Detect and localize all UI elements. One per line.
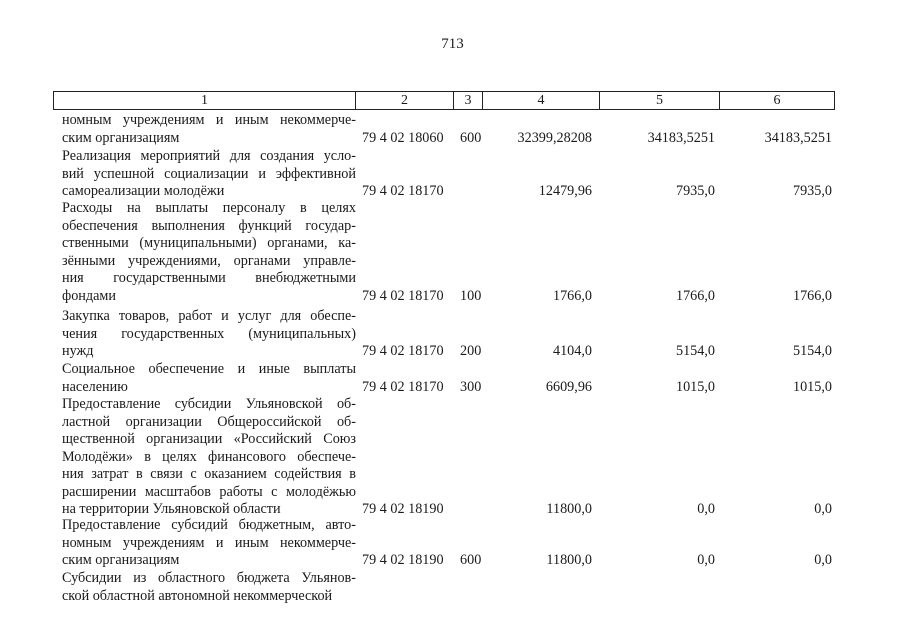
row-value-col4: 32399,28208 xyxy=(517,129,592,146)
row-value-col4: 11800,0 xyxy=(546,552,592,568)
row-expense-type: 100 xyxy=(460,287,482,304)
row-description xyxy=(62,570,356,605)
column-header-row xyxy=(54,92,835,110)
row-value-col6: 1766,0 xyxy=(792,287,832,304)
page-number: 713 xyxy=(441,36,464,52)
row-code: 79 4 02 18190 xyxy=(362,501,444,517)
row-description-line: вий успешной социализации и эффективной xyxy=(62,165,356,182)
row-value-col6: 7935,0 xyxy=(792,183,832,199)
row-description xyxy=(62,396,356,519)
row-value-col4: 4104,0 xyxy=(552,343,592,359)
column-header-3: 3 xyxy=(454,92,483,110)
row-description-line: населению xyxy=(62,378,128,395)
row-description-line: Социальное обеспечение и иные выплаты xyxy=(62,361,356,377)
row-description-line: номным учреждениям и иным некоммерче- xyxy=(62,534,356,551)
row-value-col5: 0,0 xyxy=(697,501,715,517)
row-description xyxy=(62,148,356,201)
row-description-line: на территории Ульяновской области xyxy=(62,501,281,517)
row-code: 79 4 02 18170 xyxy=(362,378,444,395)
row-description-line: ственными (муниципальными) органами, ка- xyxy=(62,235,356,251)
row-value-col5: 1015,0 xyxy=(675,378,715,395)
row-value-col6: 5154,0 xyxy=(792,343,832,359)
row-description xyxy=(62,200,356,305)
row-expense-type: 600 xyxy=(460,129,482,146)
row-description-line: Субсидии из областного бюджета Ульянов- xyxy=(62,570,356,586)
row-value-col5: 34183,5251 xyxy=(647,129,715,146)
column-header-table xyxy=(53,91,835,110)
row-description-line: ластной организации Общероссийской об- xyxy=(62,413,356,430)
row-value-col4: 6609,96 xyxy=(545,378,592,395)
row-value-col6: 34183,5251 xyxy=(764,129,832,146)
row-description-line: номным учреждениям и иным некоммерче- xyxy=(62,112,356,128)
row-description-line: ским организациям xyxy=(62,552,180,568)
row-value-col6: 1015,0 xyxy=(792,378,832,395)
row-description-line: ния государственными внебюджетными xyxy=(62,270,356,286)
row-expense-type: 300 xyxy=(460,378,482,395)
row-description-line: зёнными учреждениями, органами управле- xyxy=(62,252,356,269)
row-value-col4: 11800,0 xyxy=(546,501,592,517)
column-header-1: 1 xyxy=(54,92,356,110)
column-header-5: 5 xyxy=(600,92,720,110)
row-description-line: ния затрат в связи с оказанием содействия в xyxy=(62,466,356,482)
row-description-line: нужд xyxy=(62,343,94,359)
row-description-line: Реализация мероприятий для создания усло- xyxy=(62,148,356,164)
row-value-col5: 5154,0 xyxy=(675,343,715,359)
row-description-line: фондами xyxy=(62,287,116,304)
row-description xyxy=(62,112,356,147)
column-header-4: 4 xyxy=(483,92,600,110)
row-description-line: расширении масштабов работы с молодёжью xyxy=(62,483,356,500)
row-code: 79 4 02 18190 xyxy=(362,552,444,568)
row-value-col4: 1766,0 xyxy=(552,287,592,304)
row-code: 79 4 02 18170 xyxy=(362,343,444,359)
row-description-line: ским организациям xyxy=(62,129,180,146)
row-description-line: Предоставление субсидии Ульяновской об- xyxy=(62,396,356,412)
row-description-line: самореализации молодёжи xyxy=(62,183,225,199)
row-code: 79 4 02 18170 xyxy=(362,183,444,199)
row-description-line: Предоставление субсидий бюджетным, авто- xyxy=(62,517,356,533)
row-value-col5: 1766,0 xyxy=(675,287,715,304)
row-value-col6: 0,0 xyxy=(814,552,832,568)
row-description-line: Закупка товаров, работ и услуг для обеспе- xyxy=(62,308,356,324)
row-description-line: ской областной автономной некоммерческой xyxy=(62,587,333,604)
row-description-line: обеспечения выполнения функций государ- xyxy=(62,217,356,234)
row-code: 79 4 02 18170 xyxy=(362,287,444,304)
row-value-col6: 0,0 xyxy=(814,501,832,517)
column-header-6: 6 xyxy=(720,92,835,110)
row-description xyxy=(62,517,356,570)
row-value-col5: 0,0 xyxy=(697,552,715,568)
row-description xyxy=(62,361,356,396)
row-description xyxy=(62,308,356,361)
column-header-2: 2 xyxy=(356,92,454,110)
row-value-col4: 12479,96 xyxy=(538,183,592,199)
row-value-col5: 7935,0 xyxy=(675,183,715,199)
row-description-line: Расходы на выплаты персоналу в целях xyxy=(62,200,356,216)
row-description-line: щественной организации «Российский Союз xyxy=(62,431,356,447)
row-expense-type: 600 xyxy=(460,552,482,568)
row-code: 79 4 02 18060 xyxy=(362,129,444,146)
row-description-line: Молодёжи» в целях финансового обеспече- xyxy=(62,448,356,465)
row-expense-type: 200 xyxy=(460,343,482,359)
row-description-line: чения государственных (муниципальных) xyxy=(62,325,356,342)
